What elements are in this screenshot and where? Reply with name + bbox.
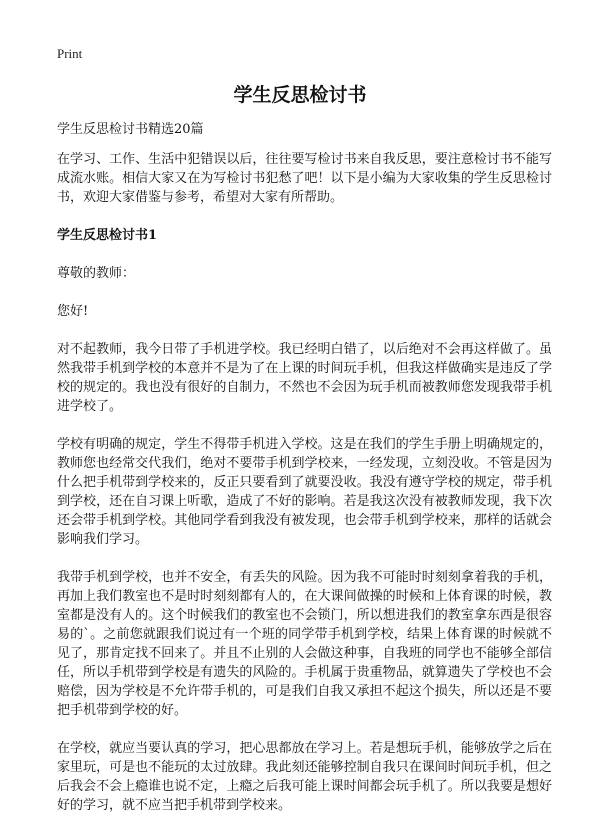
body-paragraph: 我带手机到学校，也并不安全，有丢失的风险。因为我不可能时时刻刻拿着我的手机，再加上我们教室也不是时时刻刻都有人的，在大课间做操的时候和上体育课的时候，教室都是没有人的。这个时候我们的教室也不会锁门，所以想进我们的教室拿东西是很容易的`。之前您就跟我们说过有一个班的同学带手机到学校，结果上体育课的时候就不见了，那肯定找不回来了。并且不止别的人会做这种事，自我班的同学也不能够全部信任，所以手机带到学校是有遗失的风险的。手机属于贵重物品，就算遗失了学校也不会赔偿，因为学校是不允许带手机的，可是我们自我又承担不起这个损失，所以还是不要把手机带到学校的好。 xyxy=(57,570,552,718)
intro-paragraph: 在学习、工作、生活中犯错误以后，往往要写检讨书来自我反思，要注意检讨书不能写成流水账。相信大家又在为写检讨书犯愁了吧！以下是小编为大家收集的学生反思检讨书，欢迎大家借鉴与参考，希望对大家有所帮助。 xyxy=(57,152,552,205)
body-paragraph: 对不起教师，我今日带了手机进学校。我已经明白错了，以后绝对不会再这样做了。虽然我带手机到学校的本意并不是为了在上课的时间玩手机，但我这样做确实是违反了学校的规定的。我也没有很好的自制力，不然也不会因为玩手机而被教师您发现我带手机进学校了。 xyxy=(57,342,552,414)
body-paragraph: 在学校，就应当要认真的学习，把心思都放在学习上。若是想玩手机，能够放学之后在家里玩，可是也不能玩的太过放肆。我此刻还能够控制自我只在课间时间玩手机，但之后我会不会上瘾谁也说不定，上瘾之后我可能上课时间都会玩手机了。所以我要是想好好的学习，就不应当把手机带到学校来。 xyxy=(57,741,552,813)
section-heading: 学生反思检讨书1 xyxy=(57,228,158,243)
print-link[interactable]: Print xyxy=(57,46,83,61)
page-title: 学生反思检讨书 xyxy=(233,84,367,106)
article-subtitle: 学生反思检讨书精选20篇 xyxy=(57,122,204,137)
greeting: 您好! xyxy=(57,304,89,319)
body-paragraph: 学校有明确的规定，学生不得带手机进入学校。这是在我们的学生手册上明确规定的，教师您也经常交代我们，绝对不要带手机到学校来，一经发现，立刻没收。不管是因为什么把手机带到学校来的，反正只要看到了就要没收。我没有遵守学校的规定，带手机到学校，还在自习课上听歌，造成了不好的影响。若是我这次没有被教师发现，我下次还会带手机到学校。其他同学看到我没有被发现，也会带手机到学校来，那样的话就会影响我们学习。 xyxy=(57,437,552,547)
salutation: 尊敬的教师： xyxy=(57,266,136,281)
article-body xyxy=(57,120,552,834)
